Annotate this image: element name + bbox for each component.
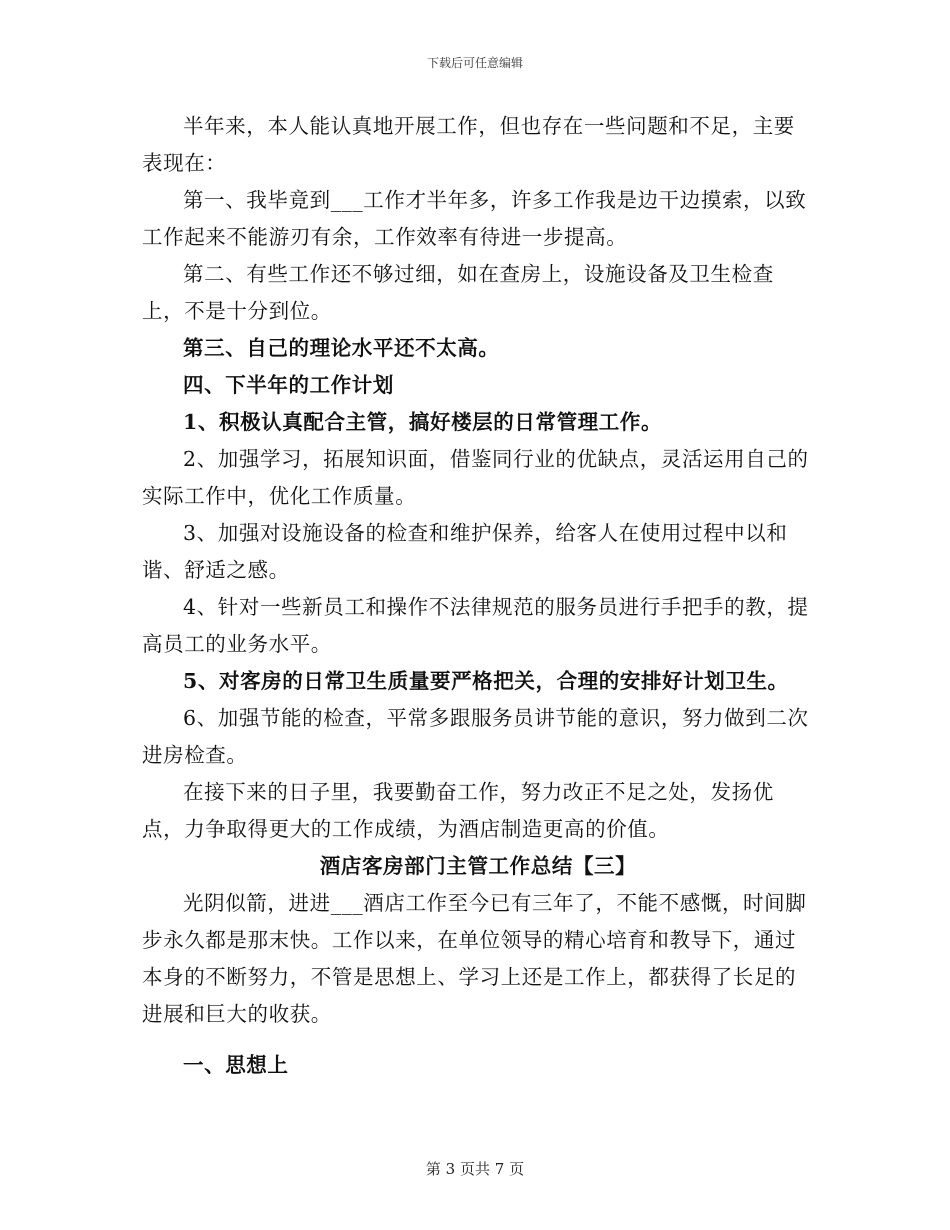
- paragraph-problem-1: 第一、我毕竟到___工作才半年多，许多工作我是边干边摸索，以致工作起来不能游刃有余，工作效率有待进一步提高。: [142, 188, 807, 249]
- paragraph-problems-intro: 半年来，本人能认真地开展工作，但也存在一些问题和不足，主要表现在：: [142, 114, 795, 175]
- plan-item-3: 3、加强对设施设备的检查和维护保养，给客人在使用过程中以和谐、舒适之感。: [142, 521, 788, 582]
- paragraph-problem-2: 第二、有些工作还不够过细，如在查房上，设施设备及卫生检查上，不是十分到位。: [142, 262, 774, 323]
- heading-thought: 一、思想上: [183, 1053, 289, 1077]
- plan-item-2: 2、加强学习，拓展知识面，借鉴同行业的优缺点，灵活运用自己的实际工作中，优化工作质量。: [142, 447, 809, 508]
- plan-item-6: 6、加强节能的检查，平常多跟服务员讲节能的意识，努力做到二次进房检查。: [142, 706, 809, 767]
- paragraph-problem-3: 第三、自己的理论水平还不太高。: [183, 336, 500, 360]
- section-title: 酒店客房部门主管工作总结【三】: [319, 854, 637, 878]
- page-header: 下载后可任意编辑: [426, 56, 523, 70]
- plan-item-4: 4、针对一些新员工和操作不法律规范的服务员进行手把手的教，提高员工的业务水平。: [142, 595, 809, 656]
- heading-plan: 四、下半年的工作计划: [183, 373, 394, 397]
- paragraph-closing: 在接下来的日子里，我要勤奋工作，努力改正不足之处，发扬优点，力争取得更大的工作成绩，为酒店制造更高的价值。: [142, 780, 774, 841]
- paragraph-section-intro: 光阴似箭，进进___酒店工作至今已有三年了，不能不感慨，时间脚步永久都是那末快。工作以来，在单位领导的精心培育和教导下，通过本身的不断努力，不管是思想上、学习上还是工作上，都获得了长足的进展和巨大的收获。: [142, 891, 807, 1026]
- plan-item-5: 5、对客房的日常卫生质量要严格把关，合理的安排好计划卫生。: [183, 669, 789, 693]
- document-body: [142, 108, 814, 1084]
- plan-item-1: 1、积极认真配合主管，搞好楼层的日常管理工作。: [183, 410, 663, 434]
- page-footer: 第 3 页共 7 页: [425, 1160, 525, 1178]
